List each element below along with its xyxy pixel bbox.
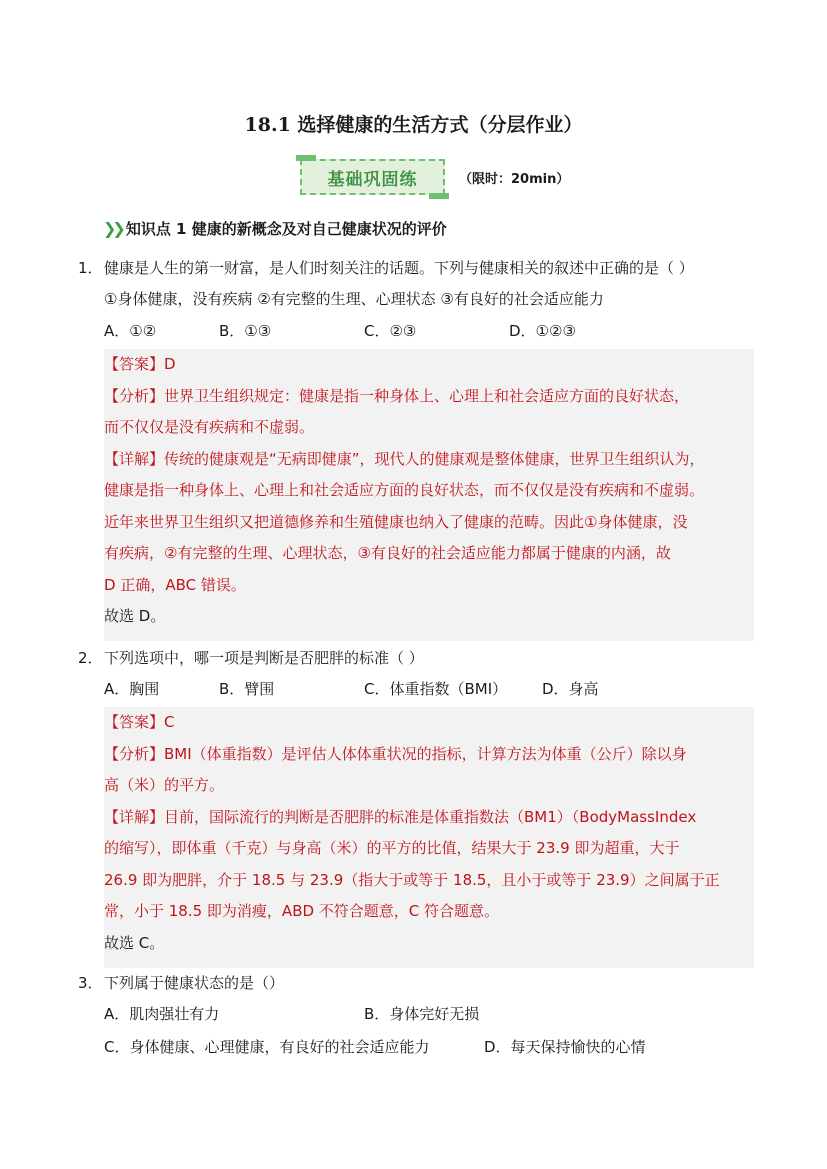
time-limit: （限时：20min） xyxy=(459,171,570,187)
option-c: C．②③ xyxy=(364,322,417,340)
option-d: D．①②③ xyxy=(509,322,576,340)
option-c: C．体重指数（BMI） xyxy=(364,680,508,698)
detail-line: 有疾病，②有完整的生理、心理状态，③有良好的社会适应能力都属于健康的内涵，故 xyxy=(104,544,671,562)
conclusion: 故选 C。 xyxy=(104,933,165,952)
detail-line: 的缩写），即体重（千克）与身高（米）的平方的比值，结果大于 23.9 即为超重，大于 xyxy=(104,839,680,857)
detail-line: 【详解】传统的健康观是“无病即健康”，现代人的健康观是整体健康，世界卫生组织认为， xyxy=(104,449,705,468)
answer: 【答案】D xyxy=(104,355,176,373)
level-badge: 基础巩固练 xyxy=(300,159,445,195)
section-heading xyxy=(103,218,447,239)
question-3-options-row-2 xyxy=(104,1032,646,1063)
option-a: A．肌肉强壮有力 xyxy=(104,1005,220,1023)
analysis-line: 而不仅仅是没有疾病和不虚弱。 xyxy=(104,418,315,436)
detail-line: D 正确，ABC 错误。 xyxy=(104,575,246,594)
section-label: 知识点 1 健康的新概念及对自己健康状况的评价 xyxy=(125,220,447,238)
question-3-options-row-1 xyxy=(104,999,479,1030)
option-b: B．臂围 xyxy=(219,680,275,698)
page-title: 18.1 选择健康的生活方式（分层作业） xyxy=(244,114,583,136)
answer-box-1 xyxy=(104,349,754,641)
question-1-stem: 1．健康是人生的第一财富，是人们时刻关注的话题。下列与健康相关的叙述中正确的是（ ） xyxy=(78,259,694,277)
detail-line: 常，小于 18.5 即为消瘦，ABD 不符合题意，C 符合题意。 xyxy=(104,902,500,920)
analysis-line: 【分析】BMI（体重指数）是评估人体体重状况的指标，计算方法为体重（公斤）除以身 xyxy=(104,744,687,763)
option-a: A．①② xyxy=(104,322,157,340)
detail-line: 健康是指一种身体上、心理上和社会适应方面的良好状态，而不仅仅是没有疾病和不虚弱。 xyxy=(104,481,705,499)
analysis-line: 高（米）的平方。 xyxy=(104,776,225,794)
detail-line: 近年来世界卫生组织又把道德修养和生殖健康也纳入了健康的范畴。因此①身体健康，没 xyxy=(104,512,688,531)
option-a: A．胸围 xyxy=(104,680,160,698)
question-1-stem-2: ①身体健康，没有疾病 ②有完整的生理、心理状态 ③有良好的社会适应能力 xyxy=(104,290,604,308)
conclusion: 故选 D。 xyxy=(104,607,166,625)
option-d: D．每天保持愉快的心情 xyxy=(484,1038,646,1056)
answer-box-2 xyxy=(104,707,754,968)
double-chevron-right-icon: ❯❯ xyxy=(103,219,122,238)
option-b: B．①③ xyxy=(219,322,272,340)
question-2-stem: 2．下列选项中，哪一项是判断是否肥胖的标准（ ） xyxy=(78,649,424,667)
analysis-line: 【分析】世界卫生组织规定：健康是指一种身体上、心理上和社会适应方面的良好状态， xyxy=(104,386,690,405)
option-d: D．身高 xyxy=(542,680,599,698)
level-header xyxy=(300,157,569,197)
detail-line: 26.9 即为肥胖，介于 18.5 与 23.9（指大于或等于 18.5，且小于或等于 23.9）之间属于正 xyxy=(104,870,720,889)
question-3-stem: 3．下列属于健康状态的是（） xyxy=(78,974,285,992)
option-c: C．身体健康、心理健康，有良好的社会适应能力 xyxy=(104,1038,430,1056)
question-1-options xyxy=(104,316,576,347)
option-b: B．身体完好无损 xyxy=(364,1005,480,1023)
detail-line: 【详解】目前，国际流行的判断是否肥胖的标准是体重指数法（BM1）（BodyMassIndex xyxy=(104,807,697,826)
question-2-options xyxy=(104,674,599,705)
answer: 【答案】C xyxy=(104,713,175,731)
